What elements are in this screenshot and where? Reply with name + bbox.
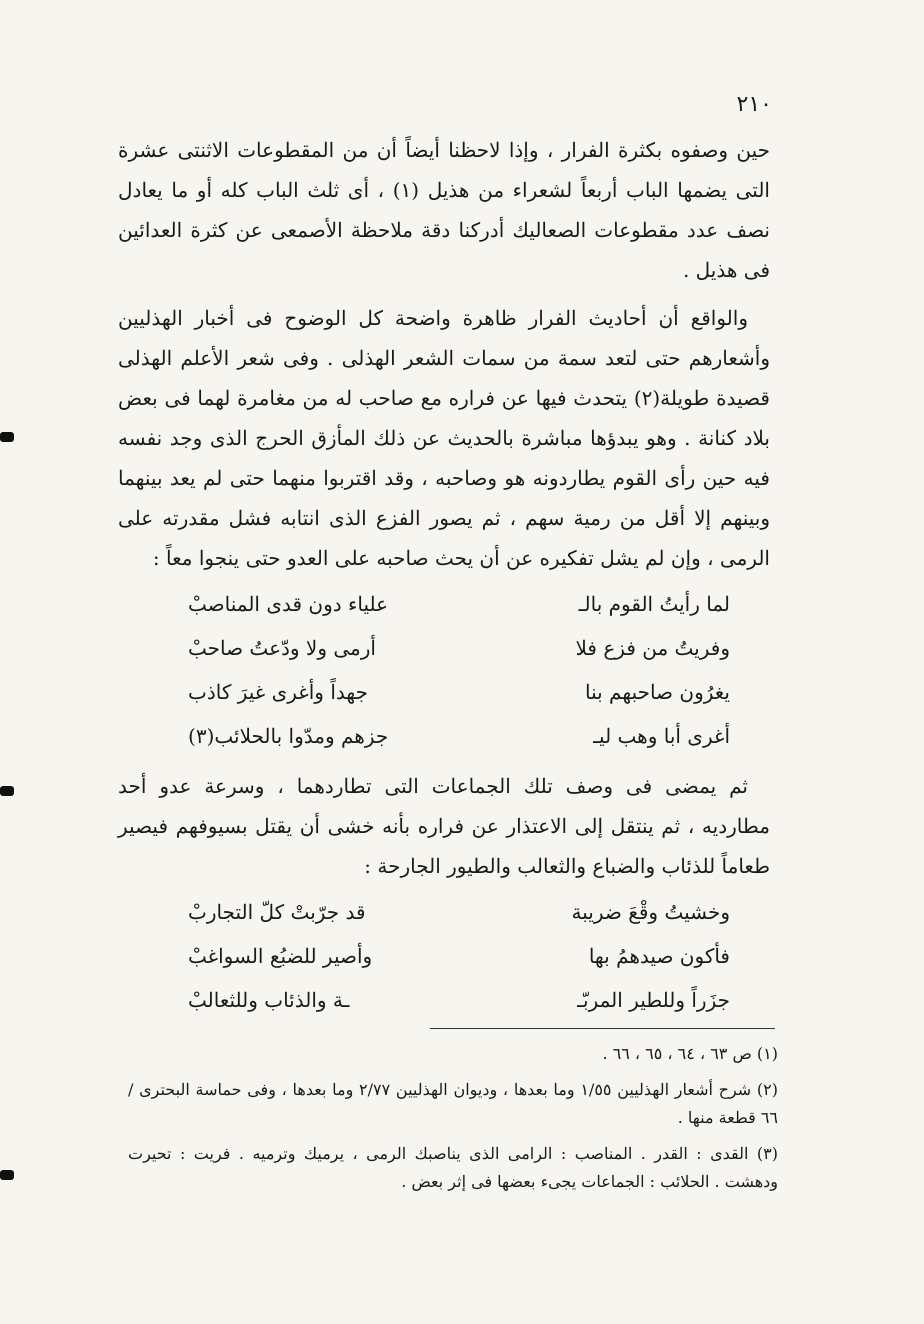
footnote-3: (٣) القدى : القدر . المناصب : الرامى الذى يناصبك الرمى ، يرميك وترميه . فريت : تحيرت ودهشت . الحلائب : الجماعات يجىء بعضها فى إثر بعض . [128,1144,778,1191]
paragraph-3: ثم يمضى فى وصف تلك الجماعات التى تطاردهما ، وسرعة عدو أحد مطارديه ، ثم ينتقل إلى الاعتذار عن فراره بأنه خشى أن يقتل بسيوفهم فيصير طعاماً للذئاب والضباع والثعالب والطيور الجارحة : [118,774,770,878]
hemistich: جزهم ومدّوا بالحلائب(٣) [188,724,389,748]
poem-1-line-3 [118,670,770,714]
hemistich: جهداً وأغرى غيرَ كاذب [188,680,368,704]
paragraph-2: والواقع أن أحاديث الفرار ظاهرة واضحة كل الوضوح فى أخبار الهذليين وأشعارهم حتى لتعد سمة من سمات الشعر الهذلى . وفى شعر الأعلم الهذلى قصيدة طويلة(٢) يتحدث فيها عن فراره مع صاحب له من مغامرة لهما فى بعض بلاد كنانة . وهو يبدؤها مباشرة بالحديث عن ذلك المأزق الحرج الذى وجد نفسه فيه حين رأى القوم يطاردونه هو وصاحبه ، وقد اقتربوا منهما حتى لم يعد بينهما وبينهم إلا أقل من رمية سهم ، ثم يصور الفزع الذى انتابه فشل مقدرته على الرمى ، وإن لم يشل تفكيره عن أن يحث صاحبه على العدو حتى ينجوا معاً : [118,306,770,570]
footnote-2: (٢) شرح أشعار الهذليين ١/٥٥ وما بعدها ، وديوان الهذليين ٢/٧٧ وما بعدها ، وفى حماسة البحترى /٦٦ قطعة منها . [128,1080,779,1127]
poem-1-line-2 [118,626,770,670]
hemistich: يغرُون صاحبهم بنا [584,680,730,704]
hemistich: فأكون صيدهمُ بها [588,944,730,968]
poem-2 [118,890,770,1022]
hemistich: أغرى أبا وهب ليـ [593,724,730,748]
scan-mark [0,786,14,796]
hemistich: لما رأيتُ القوم بالـ [578,592,730,616]
poem-1-line-1 [118,582,770,626]
hemistich: جزَراً وللطير المربّـ [577,988,730,1012]
footnote-divider [430,1028,775,1029]
hemistich: علياء دون قدى المناصبْ [188,592,389,616]
hemistich: قد جرّبتْ كلّ التجاربْ [188,900,366,924]
scan-mark [0,432,14,442]
hemistich: وأصير للضبُع السواغبْ [188,944,373,968]
poem-2-line-3 [118,978,770,1022]
footnote-1: (١) ص ٦٣ ، ٦٤ ، ٦٥ ، ٦٦ . [602,1044,778,1063]
poem-2-line-2 [118,934,770,978]
hemistich: أرمى ولا ودّعتُ صاحبْ [188,636,376,660]
poem-1 [118,582,770,758]
page-number: ٢١٠ [736,92,772,117]
poem-2-line-1 [118,890,770,934]
hemistich: وفريتُ من فزع فلا [575,636,730,660]
paragraph-1: حين وصفوه بكثرة الفرار ، وإذا لاحظنا أيضاً أن من المقطوعات الاثنتى عشرة التى يضمها الباب أربعاً لشعراء من هذيل (١) ، أى ثلث الباب كله أو ما يعادل نصف عدد مقطوعات الصعاليك أدركنا دقة ملاحظة الأصمعى عن كثرة العدائين فى هذيل . [118,138,770,282]
footnotes [128,1040,778,1204]
hemistich: وخشيتُ وقْعَ ضريبة [571,900,730,924]
poem-1-line-4 [118,714,770,758]
scan-mark [0,1170,14,1180]
hemistich: ـة والذئاب وللثعالبْ [188,988,350,1012]
body-text [118,130,770,1028]
